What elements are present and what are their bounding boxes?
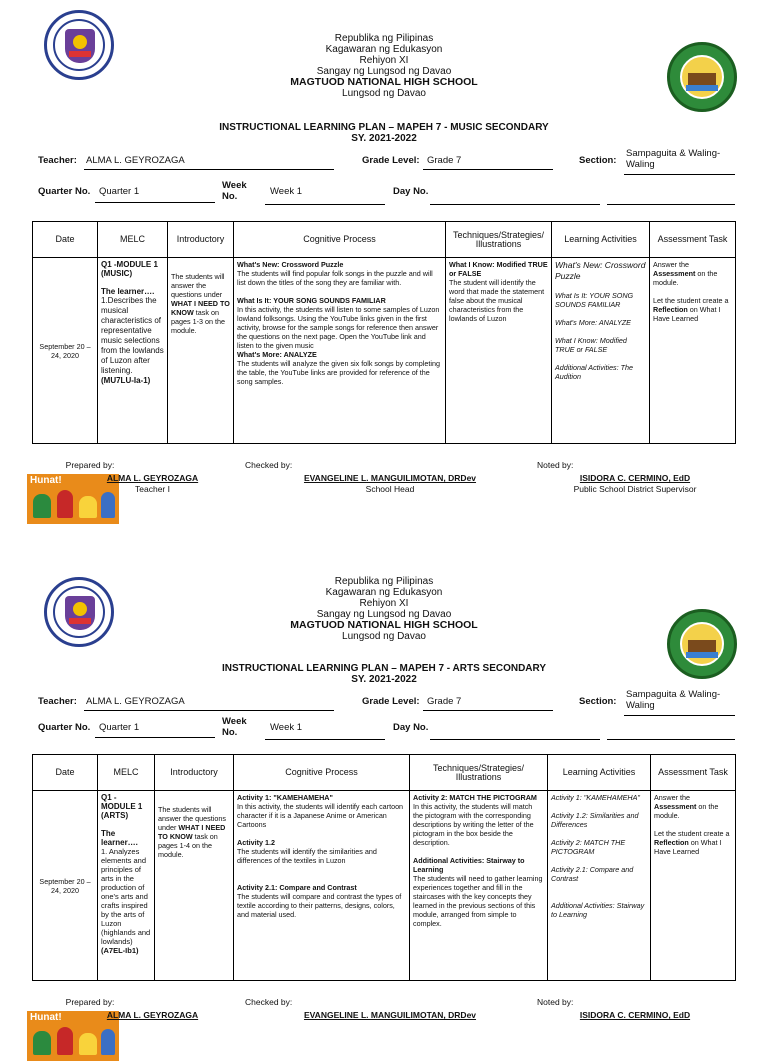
prepared-label: Prepared by: bbox=[65, 460, 115, 470]
prepared-title: Teacher I bbox=[135, 484, 170, 494]
activity-item: Activity 2.1: Compare and Contrast bbox=[551, 865, 634, 883]
checked-name: EVANGELINE L. MANGUILIMOTAN, DRDev bbox=[303, 1010, 477, 1020]
column-header: Date bbox=[33, 755, 98, 791]
prepared-block bbox=[40, 460, 140, 471]
cognitive-heading: Activity 1.2 bbox=[237, 838, 275, 847]
section-value: Sampaguita & Waling-Waling bbox=[626, 689, 721, 711]
hunat-badge-label: Hunat! bbox=[30, 475, 62, 486]
day-label: Day No. bbox=[393, 722, 429, 733]
activity-item: Activity 2: MATCH THE PICTOGRAM bbox=[551, 838, 626, 856]
intro-text: task on pages 1-3 on the module. bbox=[171, 308, 225, 335]
week-value: Week 1 bbox=[270, 722, 303, 733]
section-value: Sampaguita & Waling-Waling bbox=[626, 148, 721, 170]
cognitive-text: The students will find popular folk songs in the puzzle and will list down the titles of the song they are familiar with. bbox=[237, 269, 433, 287]
cognitive-text: The students will identify the similarities and differences of the textiles in Luzon bbox=[237, 847, 377, 865]
prepared-block bbox=[40, 997, 140, 1008]
assessment-text: Let the student create a Reflection on What I Have Learned bbox=[654, 829, 730, 856]
noted-label: Noted by: bbox=[537, 997, 574, 1007]
plan-table bbox=[32, 221, 736, 444]
cognitive-text: The students will compare and contrast the types of textile according to their patterns, designs, colors, and material used. bbox=[237, 892, 402, 919]
intro-text: task on pages 1-4 on the module. bbox=[158, 832, 218, 859]
noted-title: Public School District Supervisor bbox=[573, 484, 697, 494]
header-line: Sangay ng Lungsod ng Davao bbox=[316, 66, 452, 77]
melc-code: Q1 -MODULE 1 (MUSIC) bbox=[101, 260, 158, 278]
plan-title-text: INSTRUCTIONAL LEARNING PLAN – MAPEH 7 - MUSIC SECONDARY bbox=[219, 122, 549, 133]
prepared-signature bbox=[95, 1010, 210, 1021]
week-label: Week No. bbox=[222, 716, 247, 738]
checked-block bbox=[245, 997, 355, 1008]
header-line: Kagawaran ng Edukasyon bbox=[325, 587, 443, 598]
header-line: Kagawaran ng Edukasyon bbox=[325, 44, 443, 55]
activity-item: Activity 1.2: Similarities and Differences bbox=[551, 811, 639, 829]
melc-cell bbox=[98, 791, 155, 981]
activity-item: Additional Activities: Stairway to Learning bbox=[551, 901, 645, 919]
technique-text: In this activity, the students will match the pictogram with the corresponding descriptions by writing the letter of the pictogram in the box beside the description. bbox=[413, 802, 534, 847]
plan-title bbox=[0, 122, 768, 144]
noted-signature bbox=[550, 1010, 720, 1021]
checked-name: EVANGELINE L. MANGUILIMOTAN, DRDev bbox=[303, 473, 477, 483]
column-header: Introductory bbox=[155, 755, 234, 791]
checked-label: Checked by: bbox=[245, 997, 293, 1007]
noted-name: ISIDORA C. CERMINO, EdD bbox=[579, 473, 691, 483]
teacher-value: ALMA L. GEYROZAGA bbox=[86, 696, 185, 707]
checked-signature bbox=[275, 1010, 505, 1021]
prepared-label: Prepared by: bbox=[65, 997, 115, 1007]
activity-item: Activity 1: "KAMEHAMEHA" bbox=[551, 793, 640, 802]
teacher-value: ALMA L. GEYROZAGA bbox=[86, 155, 185, 166]
section-label: Section: bbox=[579, 696, 617, 707]
checked-signature bbox=[275, 473, 505, 495]
noted-signature bbox=[550, 473, 720, 495]
melc-description: 1. Analyzes elements and principles of arts in the production of one's arts and crafts inspired by the arts of Luzon (highlands and lowlands) bbox=[101, 847, 151, 946]
header-city: Lungsod ng Davao bbox=[342, 88, 426, 99]
checked-title: School Head bbox=[365, 484, 415, 494]
assessment-text: Answer the Assessment on the module. bbox=[653, 260, 718, 287]
melc-code: Q1 -MODULE 1 (ARTS) bbox=[101, 793, 143, 820]
noted-label: Noted by: bbox=[537, 460, 574, 470]
header-line: Rehiyon XI bbox=[359, 598, 409, 609]
activity-item: What's New: Crossword Puzzle bbox=[555, 260, 646, 281]
noted-block bbox=[537, 997, 637, 1008]
cognitive-process-cell bbox=[234, 258, 446, 444]
column-header: Learning Activities bbox=[552, 222, 650, 258]
activity-item: What Is It: YOUR SONG SOUNDS FAMILIAR bbox=[555, 291, 634, 309]
checked-block bbox=[245, 460, 355, 471]
column-header: Learning Activities bbox=[548, 755, 651, 791]
school-name: MAGTUOD NATIONAL HIGH SCHOOL bbox=[290, 76, 478, 88]
section-label: Section: bbox=[579, 155, 617, 166]
quarter-value: Quarter 1 bbox=[99, 186, 140, 197]
activity-item: Additional Activities: The Audition bbox=[555, 363, 634, 381]
intro-text: The students will answer the questions under bbox=[171, 272, 225, 299]
assessment-text: Let the student create a Reflection on What I Have Learned bbox=[653, 296, 729, 323]
noted-block bbox=[537, 460, 637, 471]
school-year: SY. 2021-2022 bbox=[351, 133, 417, 144]
quarter-value: Quarter 1 bbox=[99, 722, 140, 733]
letterhead bbox=[0, 33, 768, 99]
quarter-label: Quarter No. bbox=[38, 722, 91, 733]
column-header: Cognitive Process bbox=[234, 755, 410, 791]
header-line: Republika ng Pilipinas bbox=[334, 33, 434, 44]
column-header: Introductory bbox=[168, 222, 234, 258]
introductory-cell bbox=[155, 791, 234, 981]
header-city: Lungsod ng Davao bbox=[342, 631, 426, 642]
cognitive-heading: Activity 2.1: Compare and Contrast bbox=[237, 883, 357, 892]
date-cell bbox=[33, 791, 98, 981]
header-line: Rehiyon XI bbox=[359, 55, 409, 66]
melc-id: (MU7LU-Ia-1) bbox=[101, 376, 151, 385]
grade-level-label: Grade Level: bbox=[362, 155, 420, 166]
technique-text: The student will identify the word that made the statement false about the musical characteristics from the lowlands of Luzon bbox=[449, 278, 545, 323]
assessment-cell bbox=[651, 791, 736, 981]
day-label: Day No. bbox=[393, 186, 429, 197]
cognitive-text: In this activity, the students will listen to some samples of Luzon lowland folksongs. Using the YouTube links given in the first activity, browse for the sample songs for reference then answer the questions on the next page. Open the YouTube link and listen to the given music bbox=[237, 305, 440, 350]
plan-title bbox=[0, 663, 768, 685]
prepared-signature bbox=[95, 473, 210, 495]
intro-task: WHAT I NEED TO KNOW bbox=[158, 823, 226, 841]
column-header: Techniques/Strategies/ Illustrations bbox=[446, 222, 552, 258]
hunat-badge-label: Hunat! bbox=[30, 1012, 62, 1023]
learning-activities-cell bbox=[548, 791, 651, 981]
technique-heading: Additional Activities: Stairway to Learning bbox=[413, 856, 525, 874]
week-value: Week 1 bbox=[270, 186, 303, 197]
arts-plan bbox=[0, 567, 768, 1024]
technique-heading: Activity 2: MATCH THE PICTOGRAM bbox=[413, 793, 537, 802]
activity-item: What's More: ANALYZE bbox=[555, 318, 631, 327]
cognitive-text: The students will analyze the given six folk songs by completing the table, the YouTube links are provided for reference of the song samples. bbox=[237, 359, 440, 386]
techniques-cell bbox=[410, 791, 548, 981]
cognitive-heading: What's New: Crossword Puzzle bbox=[237, 260, 344, 269]
cognitive-heading: Activity 1: "KAMEHAMEHA" bbox=[237, 793, 333, 802]
intro-task: WHAT I NEED TO KNOW bbox=[171, 299, 230, 317]
intro-text: The students will answer the questions under bbox=[158, 805, 226, 832]
grade-level-value: Grade 7 bbox=[427, 155, 462, 166]
school-year: SY. 2021-2022 bbox=[351, 674, 417, 685]
assessment-cell bbox=[650, 258, 736, 444]
introductory-cell bbox=[168, 258, 234, 444]
activity-item: What I Know: Modified TRUE or FALSE bbox=[555, 336, 627, 354]
teacher-label: Teacher: bbox=[38, 696, 77, 707]
letterhead bbox=[0, 576, 768, 642]
plan-title-text: INSTRUCTIONAL LEARNING PLAN – MAPEH 7 - ARTS SECONDARY bbox=[221, 663, 547, 674]
column-header: Cognitive Process bbox=[234, 222, 446, 258]
quarter-label: Quarter No. bbox=[38, 186, 91, 197]
cognitive-process-cell bbox=[234, 791, 410, 981]
week-label: Week No. bbox=[222, 180, 247, 202]
column-header: MELC bbox=[98, 755, 155, 791]
header-line: Sangay ng Lungsod ng Davao bbox=[316, 609, 452, 620]
header-line: Republika ng Pilipinas bbox=[334, 576, 434, 587]
prepared-name: ALMA L. GEYROZAGA bbox=[106, 473, 199, 483]
techniques-cell bbox=[446, 258, 552, 444]
column-header: Techniques/Strategies/ Illustrations bbox=[410, 755, 548, 791]
plan-table bbox=[32, 754, 736, 981]
school-name: MAGTUOD NATIONAL HIGH SCHOOL bbox=[290, 619, 478, 631]
melc-learner: The learner…. bbox=[101, 829, 138, 847]
grade-level-label: Grade Level: bbox=[362, 696, 420, 707]
melc-cell bbox=[98, 258, 168, 444]
date-cell bbox=[33, 258, 98, 444]
column-header: Date bbox=[33, 222, 98, 258]
teacher-label: Teacher: bbox=[38, 155, 77, 166]
date-value: September 20 – 24, 2020 bbox=[39, 341, 91, 360]
music-plan bbox=[0, 0, 768, 512]
melc-id: (A7EL-Ib1) bbox=[101, 946, 139, 955]
date-value: September 20 – 24, 2020 bbox=[39, 876, 91, 895]
technique-heading: What I Know: Modified TRUE or FALSE bbox=[449, 260, 548, 278]
cognitive-text: In this activity, the students will identify each cartoon character if it is a Japanese Anime or American Cartoons bbox=[237, 802, 404, 829]
assessment-text: Answer the Assessment on the module. bbox=[654, 793, 719, 820]
cognitive-heading: What Is It: YOUR SONG SOUNDS FAMILIAR bbox=[237, 296, 386, 305]
melc-learner: The learner…. bbox=[101, 287, 155, 296]
melc-description: 1.Describes the musical characteristics of representative music selections from the lowlands of Luzon after listening. bbox=[101, 296, 164, 375]
checked-label: Checked by: bbox=[245, 460, 293, 470]
technique-text: The students will need to gather learning experiences together and fill in the staircases with the key concepts they learned in the previous sections of this module, arranged from simple to complex. bbox=[413, 874, 543, 928]
column-header: Assessment Task bbox=[651, 755, 736, 791]
prepared-name: ALMA L. GEYROZAGA bbox=[106, 1010, 199, 1020]
grade-level-value: Grade 7 bbox=[427, 696, 462, 707]
noted-name: ISIDORA C. CERMINO, EdD bbox=[579, 1010, 691, 1020]
learning-activities-cell bbox=[552, 258, 650, 444]
cognitive-heading: What's More: ANALYZE bbox=[237, 350, 317, 359]
column-header: MELC bbox=[98, 222, 168, 258]
column-header: Assessment Task bbox=[650, 222, 736, 258]
